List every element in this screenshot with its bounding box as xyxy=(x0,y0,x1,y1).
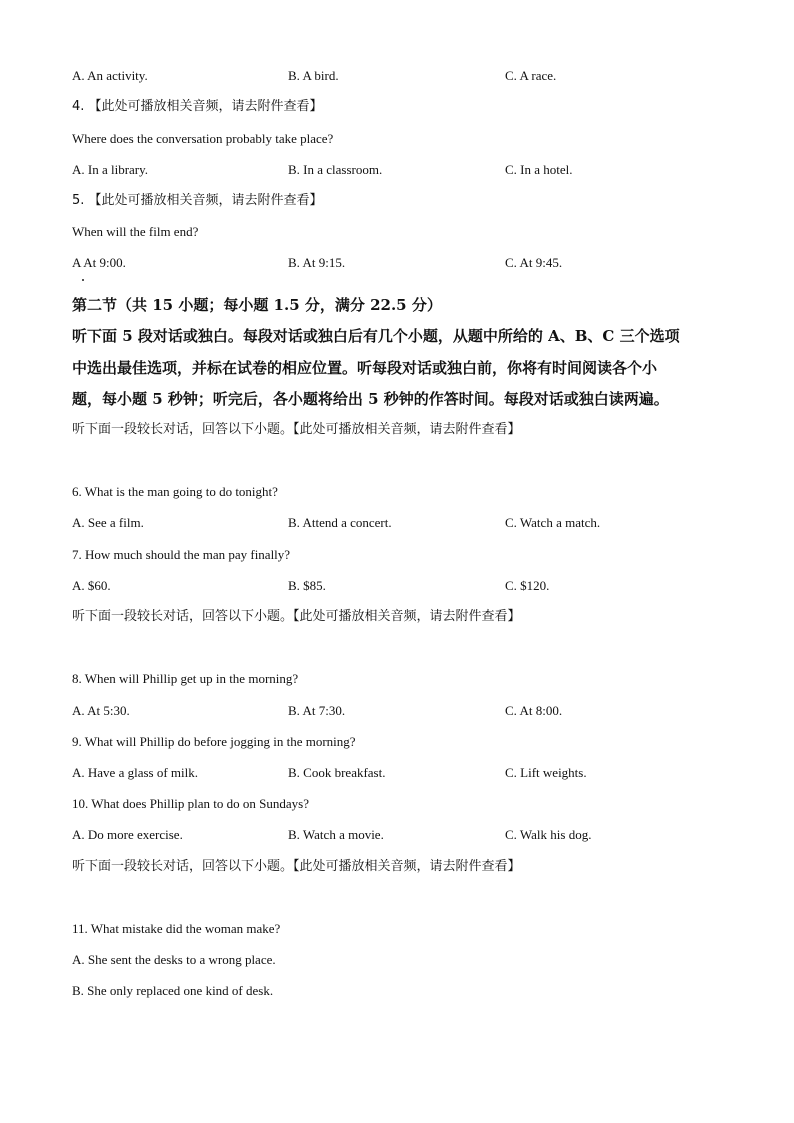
option-c: C. At 8:00. xyxy=(505,703,563,718)
q3-options xyxy=(72,68,722,84)
option-a: A. Have a glass of milk. xyxy=(72,765,199,780)
q9-question: 9. What will Phillip do before jogging in the morning? xyxy=(72,734,356,749)
option-a: A. An activity. xyxy=(72,68,148,83)
option-b: B. At 7:30. xyxy=(288,703,346,718)
section-instructions-2: 中选出最佳选项，并标在试卷的相应位置。听每段对话或独白前，你将有时间阅读各个小 xyxy=(72,359,658,377)
q10-options xyxy=(72,827,722,843)
option-a: A. Do more exercise. xyxy=(72,827,183,842)
q11-question: 11. What mistake did the woman make? xyxy=(72,921,281,936)
q11-option-a: A. She sent the desks to a wrong place. xyxy=(72,952,276,967)
q5-question: When will the film end? xyxy=(72,224,199,239)
option-b: B. Cook breakfast. xyxy=(288,765,386,780)
q6-question: 6. What is the man going to do tonight? xyxy=(72,484,278,499)
option-a: A. At 5:30. xyxy=(72,703,130,718)
option-c: C. $120. xyxy=(505,578,550,593)
option-c: C. In a hotel. xyxy=(505,162,573,177)
dialog-3-note: 听下面一段较长对话，回答以下小题。【此处可播放相关音频，请去附件查看】 xyxy=(72,859,521,874)
option-a: A At 9:00. xyxy=(72,255,126,270)
option-c: C. Walk his dog. xyxy=(505,827,592,842)
dialog-1-note: 听下面一段较长对话，回答以下小题。【此处可播放相关音频，请去附件查看】 xyxy=(72,422,521,437)
option-a: A. $60. xyxy=(72,578,111,593)
q4-options xyxy=(72,162,722,178)
option-c: C. A race. xyxy=(505,68,557,83)
q7-question: 7. How much should the man pay finally? xyxy=(72,547,291,562)
q5-audio-note: 5. 【此处可播放相关音频，请去附件查看】 xyxy=(72,193,323,208)
q11-option-b: B. She only replaced one kind of desk. xyxy=(72,983,274,998)
option-b: B. In a classroom. xyxy=(288,162,383,177)
option-b: B. A bird. xyxy=(288,68,339,83)
q8-question: 8. When will Phillip get up in the morning? xyxy=(72,671,299,686)
option-a: A. In a library. xyxy=(72,162,149,177)
option-b: B. $85. xyxy=(288,578,326,593)
option-b: B. Watch a movie. xyxy=(288,827,384,842)
section-title: 第二节（共 15 小题；每小题 1.5 分，满分 22.5 分） xyxy=(72,296,442,314)
option-c: C. Watch a match. xyxy=(505,515,601,530)
option-b: B. At 9:15. xyxy=(288,255,346,270)
section-instructions-3: 题，每小题 5 秒钟；听完后，各小题将给出 5 秒钟的作答时间。每段对话或独白读两遍。 xyxy=(72,390,669,408)
q5-options xyxy=(72,255,722,271)
q4-question: Where does the conversation probably take place? xyxy=(72,131,334,146)
q10-question: 10. What does Phillip plan to do on Sundays? xyxy=(72,796,309,811)
stray-dot xyxy=(82,279,84,281)
q6-options xyxy=(72,515,722,531)
option-c: C. At 9:45. xyxy=(505,255,563,270)
q4-audio-note: 4. 【此处可播放相关音频，请去附件查看】 xyxy=(72,99,323,114)
q7-options xyxy=(72,578,722,594)
section-instructions-1: 听下面 5 段对话或独白。每段对话或独白后有几个小题，从题中所给的 A、B、C 三个选项 xyxy=(72,327,680,345)
option-b: B. Attend a concert. xyxy=(288,515,392,530)
option-c: C. Lift weights. xyxy=(505,765,587,780)
q9-options xyxy=(72,765,722,781)
q8-options xyxy=(72,703,722,719)
dialog-2-note: 听下面一段较长对话，回答以下小题。【此处可播放相关音频，请去附件查看】 xyxy=(72,609,521,624)
option-a: A. See a film. xyxy=(72,515,144,530)
